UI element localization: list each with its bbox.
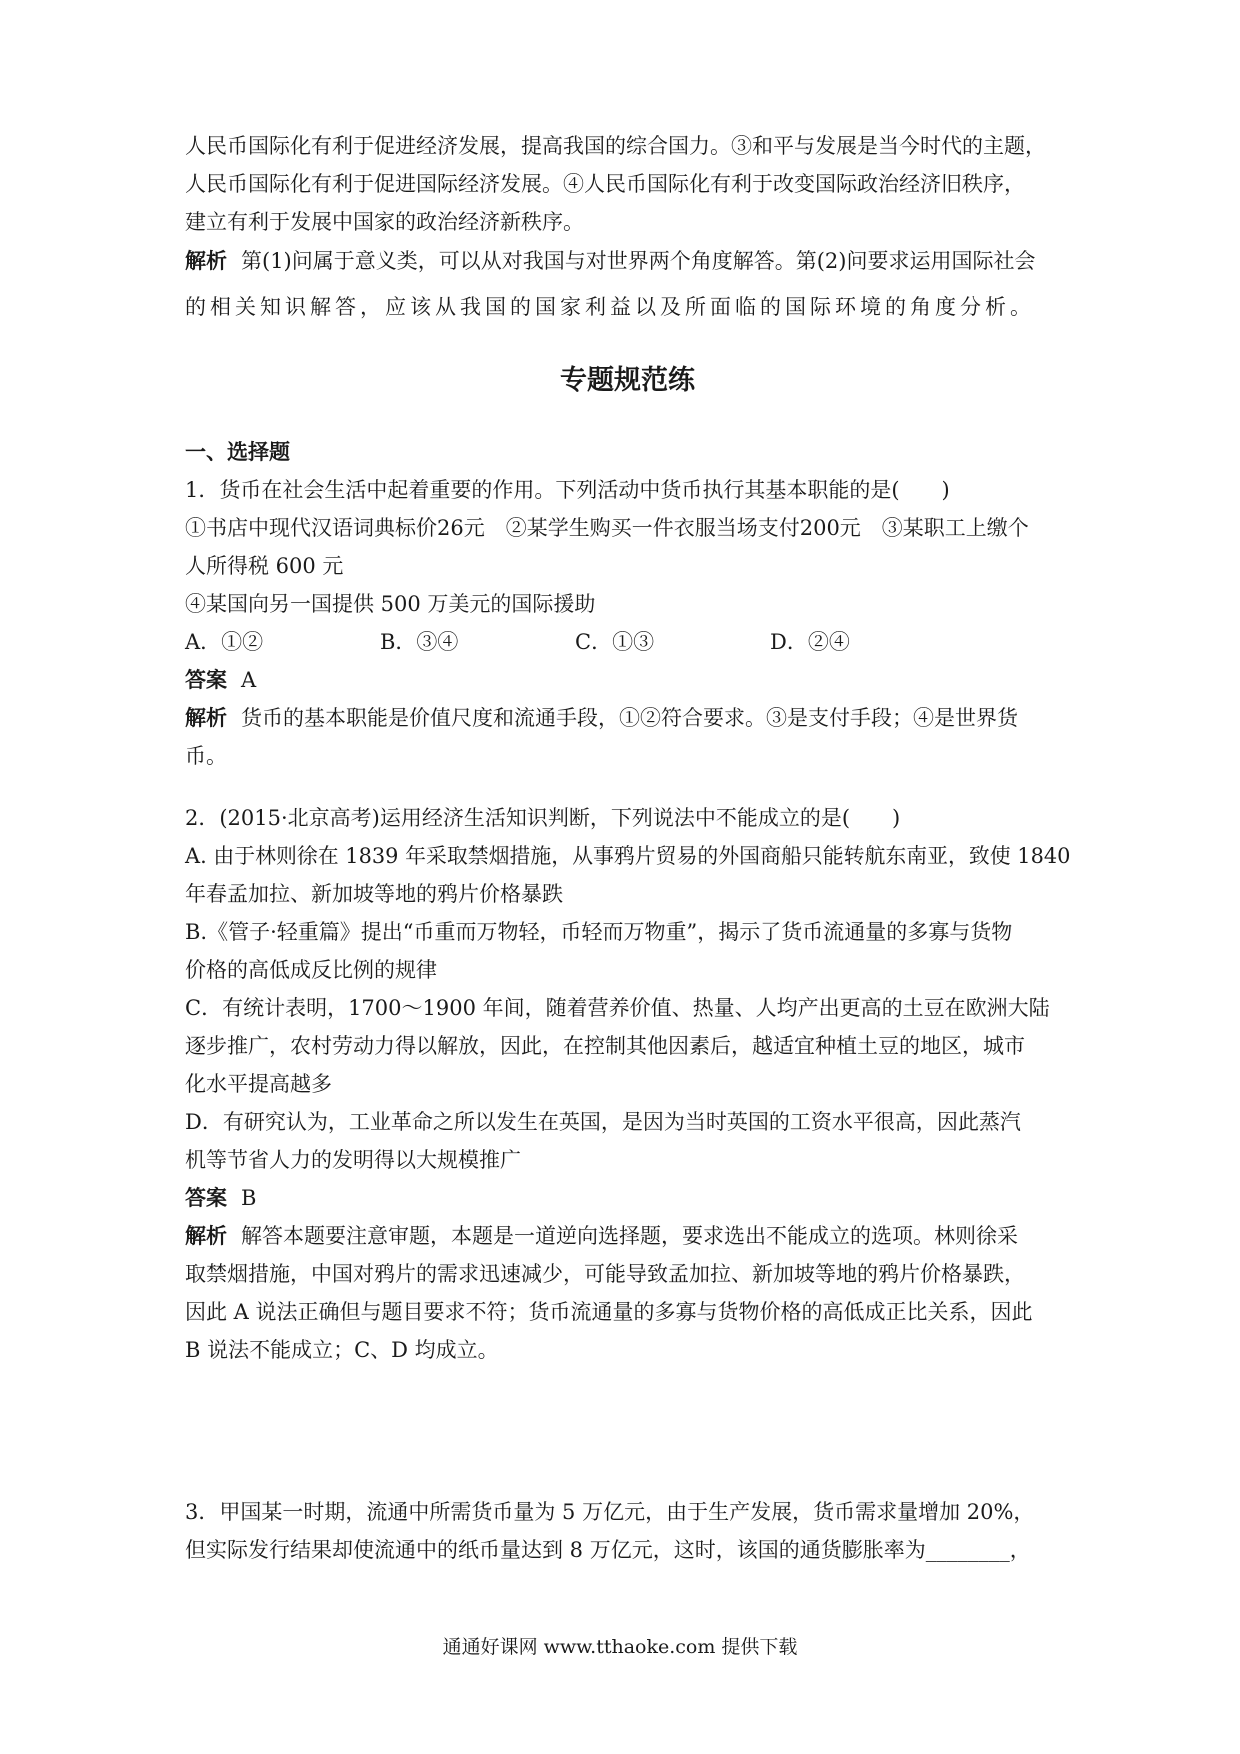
option-d: D．②④ [770, 630, 850, 654]
text-line: 人民币国际化有利于促进经济发展，提高我国的综合国力。③和平与发展是当今时代的主题， [185, 134, 1046, 158]
part-heading: 一、选择题 [185, 440, 290, 464]
question-2 [185, 802, 1070, 1366]
text-line: ④某国向另一国提供 500 万美元的国际援助 [185, 592, 596, 616]
text-line: 化水平提高越多 [185, 1072, 332, 1096]
analysis-label: 解析 [185, 706, 227, 730]
option-c: C．有统计表明，1700～1900 年间，随着营养价值、热量、人均产出更高的土豆在欧洲大陆 [185, 996, 1050, 1020]
option-d: D．有研究认为，工业革命之所以发生在英国，是因为当时英国的工资水平很高，因此蒸汽 [185, 1110, 1021, 1134]
intro-analysis [185, 245, 1070, 323]
page-footer: 通通好课网 www.tthaoke.com 提供下载 [442, 1636, 798, 1658]
text-line: 逐步推广，农村劳动力得以解放，因此，在控制其他因素后，越适宜种植土豆的地区，城市 [185, 1034, 1025, 1058]
text-line: 建立有利于发展中国家的政治经济新秩序。 [185, 210, 584, 234]
options-row [185, 626, 1070, 658]
question-3 [185, 1496, 1070, 1566]
analysis-label: 解析 [185, 1224, 227, 1248]
text-line: 价格的高低成反比例的规律 [185, 958, 437, 982]
text-line: B 说法不能成立；C、D 均成立。 [185, 1338, 499, 1362]
text-line: 机等节省人力的发明得以大规模推广 [185, 1148, 521, 1172]
text-line: 但实际发行结果却使流通中的纸币量达到 8 万亿元，这时，该国的通货膨胀率为________， [185, 1538, 1031, 1562]
question-stem: 2．(2015·北京高考)运用经济生活知识判断，下列说法中不能成立的是( ) [185, 806, 901, 830]
option-c: C．①③ [575, 630, 655, 654]
option-a: A. 由于林则徐在 1839 年采取禁烟措施，从事鸦片贸易的外国商船只能转航东南亚，致使 1840 [185, 844, 1071, 868]
text-line: 人所得税 600 元 [185, 554, 344, 578]
text-line: ①书店中现代汉语词典标价26元 ②某学生购买一件衣服当场支付200元 ③某职工上缴个 [185, 516, 1029, 540]
text-line: 3．甲国某一时期，流通中所需货币量为 5 万亿元，由于生产发展，货币需求量增加 20%， [185, 1500, 1035, 1524]
question-1 [185, 474, 1070, 772]
text-line: 年春孟加拉、新加坡等地的鸦片价格暴跌 [185, 882, 563, 906]
question-stem: 1．货币在社会生活中起着重要的作用。下列活动中货币执行其基本职能的是( ) [185, 478, 950, 502]
text-line: 第(1)问属于意义类，可以从对我国与对世界两个角度解答。第(2)问要求运用国际社会 [241, 249, 1036, 273]
text-line: 解答本题要注意审题，本题是一道逆向选择题，要求选出不能成立的选项。林则徐采 [241, 1224, 1018, 1248]
text-line: 的相关知识解答，应该从我国的国家利益以及所面临的国际环境的角度分析。 [185, 295, 1035, 319]
option-b: B.《管子·轻重篇》提出“币重而万物轻，币轻而万物重”，揭示了货币流通量的多寡与货物 [185, 920, 1013, 944]
answer-label: 答案 [185, 668, 227, 692]
text-line: 取禁烟措施，中国对鸦片的需求迅速减少，可能导致孟加拉、新加坡等地的鸦片价格暴跌， [185, 1262, 1025, 1286]
option-b: B．③④ [380, 630, 459, 654]
section-title: 专题规范练 [560, 365, 695, 396]
answer-line [185, 664, 1070, 696]
text-line: 货币的基本职能是价值尺度和流通手段，①②符合要求。③是支付手段；④是世界货 [241, 706, 1018, 730]
answer-line [185, 1182, 1070, 1214]
answer-value: B [241, 1186, 257, 1210]
analysis-label: 解析 [185, 249, 227, 273]
option-a: A．①② [185, 630, 264, 654]
text-line: 人民币国际化有利于促进国际经济发展。④人民币国际化有利于改变国际政治经济旧秩序， [185, 172, 1025, 196]
text-line: 币。 [185, 744, 227, 768]
answer-label: 答案 [185, 1186, 227, 1210]
intro-paragraph [185, 130, 1070, 238]
answer-value: A [241, 668, 257, 692]
text-line: 因此 A 说法正确但与题目要求不符；货币流通量的多寡与货物价格的高低成正比关系，因此 [185, 1300, 1033, 1324]
